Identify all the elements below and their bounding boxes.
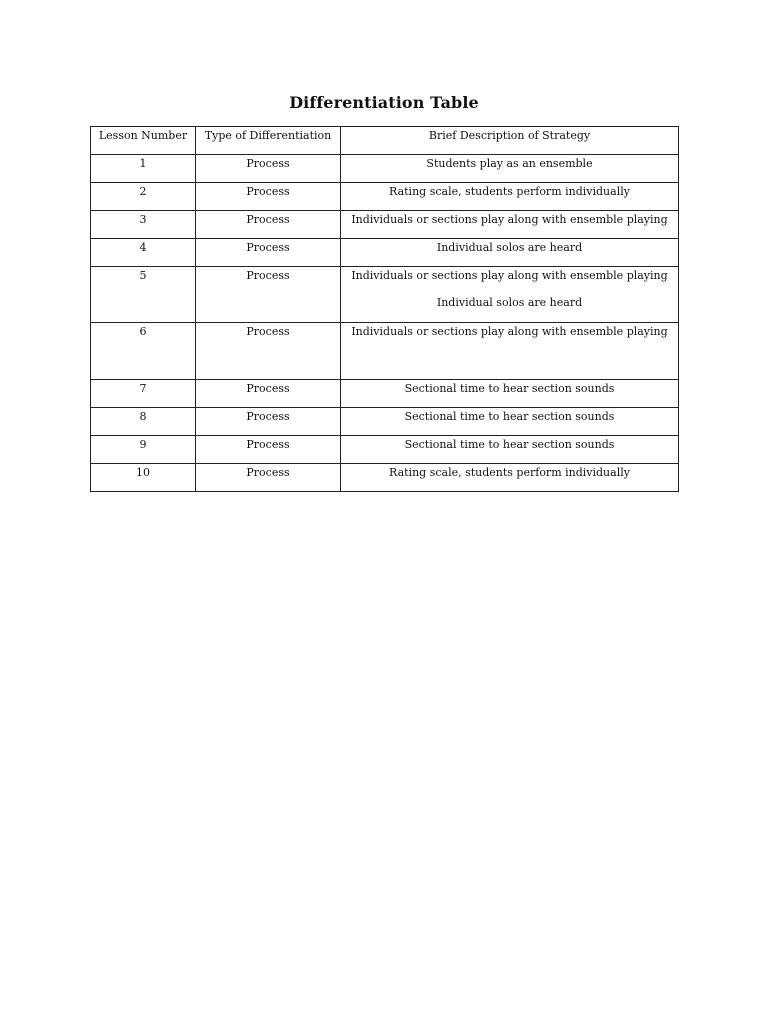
differentiation-type-cell: Process	[196, 239, 341, 267]
lesson-number-cell: 1	[91, 155, 196, 183]
strategy-description-cell	[341, 380, 679, 408]
table-row	[91, 380, 679, 408]
differentiation-type-cell: Process	[196, 267, 341, 323]
table-row	[91, 183, 679, 211]
strategy-description-cell	[341, 408, 679, 436]
table-row	[91, 408, 679, 436]
table-header-row	[91, 127, 679, 155]
table-row	[91, 323, 679, 380]
strategy-description-cell	[341, 155, 679, 183]
differentiation-type-cell: Process	[196, 380, 341, 408]
differentiation-type-cell: Process	[196, 211, 341, 239]
table-row	[91, 267, 679, 323]
lesson-number-cell: 9	[91, 436, 196, 464]
column-header-brief-description: Brief Description of Strategy	[341, 127, 679, 155]
lesson-number-cell: 3	[91, 211, 196, 239]
strategy-description-cell	[341, 323, 679, 380]
strategy-description-cell	[341, 239, 679, 267]
table-row	[91, 239, 679, 267]
table-row	[91, 464, 679, 492]
strategy-description-line: Sectional time to hear section sounds	[404, 382, 615, 395]
strategy-description-line: Individuals or sections play along with ensemble playing	[351, 269, 668, 282]
table-body	[91, 155, 679, 492]
lesson-number-cell: 10	[91, 464, 196, 492]
differentiation-type-cell: Process	[196, 408, 341, 436]
lesson-number-cell: 7	[91, 380, 196, 408]
differentiation-type-cell: Process	[196, 323, 341, 380]
column-header-type-of-differentiation: Type of Differentiation	[196, 127, 341, 155]
strategy-description-cell	[341, 183, 679, 211]
differentiation-type-cell: Process	[196, 436, 341, 464]
strategy-description-cell	[341, 211, 679, 239]
differentiation-table	[90, 126, 679, 492]
document-title: Differentiation Table	[289, 93, 479, 112]
strategy-description-cell	[341, 267, 679, 323]
strategy-description-line: Students play as an ensemble	[426, 157, 593, 170]
strategy-description-cell	[341, 436, 679, 464]
column-header-lesson-number: Lesson Number	[91, 127, 196, 155]
strategy-description-line: Rating scale, students perform individually	[389, 466, 630, 479]
strategy-description-line: Rating scale, students perform individually	[389, 185, 630, 198]
strategy-description-line: Individuals or sections play along with ensemble playing	[351, 325, 668, 338]
table-row	[91, 211, 679, 239]
differentiation-type-cell: Process	[196, 183, 341, 211]
lesson-number-cell: 8	[91, 408, 196, 436]
strategy-description-cell	[341, 464, 679, 492]
differentiation-type-cell: Process	[196, 155, 341, 183]
table-header	[91, 127, 679, 155]
lesson-number-cell: 5	[91, 267, 196, 323]
lesson-number-cell: 4	[91, 239, 196, 267]
lesson-number-cell: 2	[91, 183, 196, 211]
strategy-description-line: Sectional time to hear section sounds	[404, 410, 615, 423]
differentiation-type-cell: Process	[196, 464, 341, 492]
strategy-description-line: Individual solos are heard	[436, 296, 583, 309]
strategy-description-line: Sectional time to hear section sounds	[404, 438, 615, 451]
lesson-number-cell: 6	[91, 323, 196, 380]
table-row	[91, 436, 679, 464]
strategy-description-line: Individual solos are heard	[436, 241, 583, 254]
strategy-description-line: Individuals or sections play along with ensemble playing	[351, 213, 668, 226]
table-row	[91, 155, 679, 183]
